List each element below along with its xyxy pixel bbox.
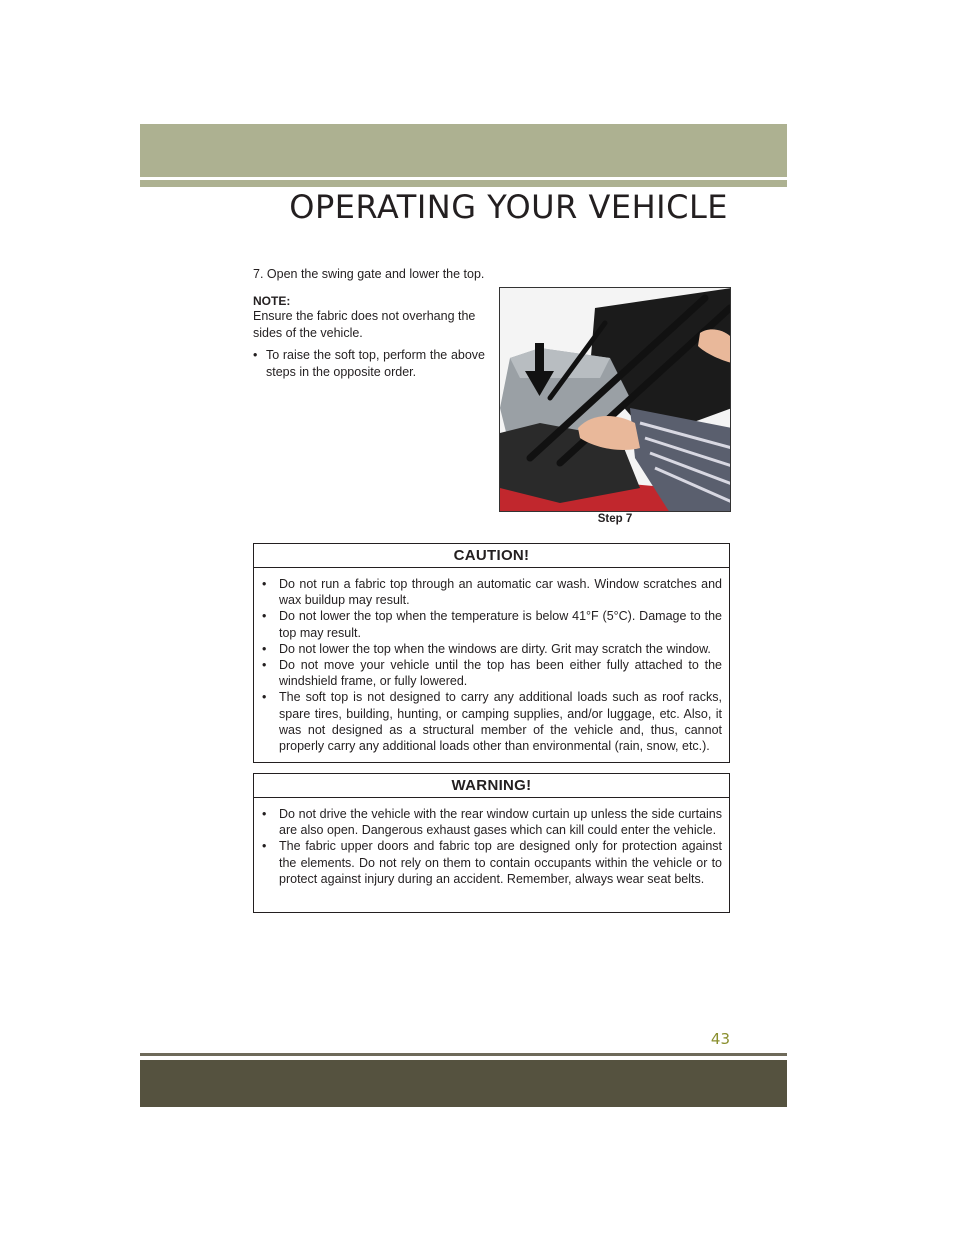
step-7-photo [499,287,731,512]
warning-list [254,798,729,895]
header-band [140,124,787,177]
bullet-icon: • [262,690,267,705]
caution-item: • Do not run a fabric top through an automatic car wash. Window scratches and wax buildup may result. [262,577,722,608]
warning-item: • The fabric upper doors and fabric top are designed only for protection against the elements. Do not rely on them to contain occupants within the vehicle or to protect against injury during an accident. Remember, always wear seat belts. [262,839,722,886]
step-7-text: 7. Open the swing gate and lower the top. [253,267,485,281]
caution-title: CAUTION! [254,544,729,568]
bullet-icon: • [262,807,267,821]
page-number: 43 [710,1030,730,1048]
footer-band [140,1060,787,1107]
caution-item: • Do not lower the top when the temperature is below 41°F (5°C). Damage to the top may result. [262,609,722,640]
raise-top-bullet [253,347,485,381]
bullet-icon: • [262,658,267,673]
caution-box [253,543,730,763]
note-label: NOTE: [253,294,291,308]
footer-rule [140,1053,787,1056]
caution-item: • Do not move your vehicle until the top has been either fully attached to the windshield frame, or fully lowered. [262,658,722,689]
bullet-icon: • [262,641,267,656]
caution-list [254,568,729,762]
note-body: Ensure the fabric does not overhang the sides of the vehicle. [253,309,476,340]
header-rule [140,180,787,187]
warning-item: • Do not drive the vehicle with the rear window curtain up unless the side curtains are also open. Dangerous exhaust gases which can kill could enter the vehicle. [262,807,722,838]
bullet-icon: • [262,839,267,854]
bullet-icon: • [262,609,267,624]
figure-caption: Step 7 [597,513,633,525]
warning-box [253,773,730,913]
caution-item: • Do not lower the top when the windows are dirty. Grit may scratch the window. [262,641,711,656]
bullet-icon: • [253,348,258,362]
warning-title: WARNING! [254,774,729,798]
raise-top-text: To raise the soft top, perform the above steps in the opposite order. [266,348,485,379]
soft-top-lowering-illustration [500,288,731,512]
chapter-title: OPERATING YOUR VEHICLE [289,188,728,226]
caution-item: • The soft top is not designed to carry any additional loads such as roof racks, spare tires, building, hunting, or camping supplies, and/or luggage, etc. Also, it was not designed as a structural member of the vehicle and, thus, cannot properly carry any additional loads other than environmental (rain, snow, etc.). [262,690,722,754]
bullet-icon: • [262,577,267,591]
